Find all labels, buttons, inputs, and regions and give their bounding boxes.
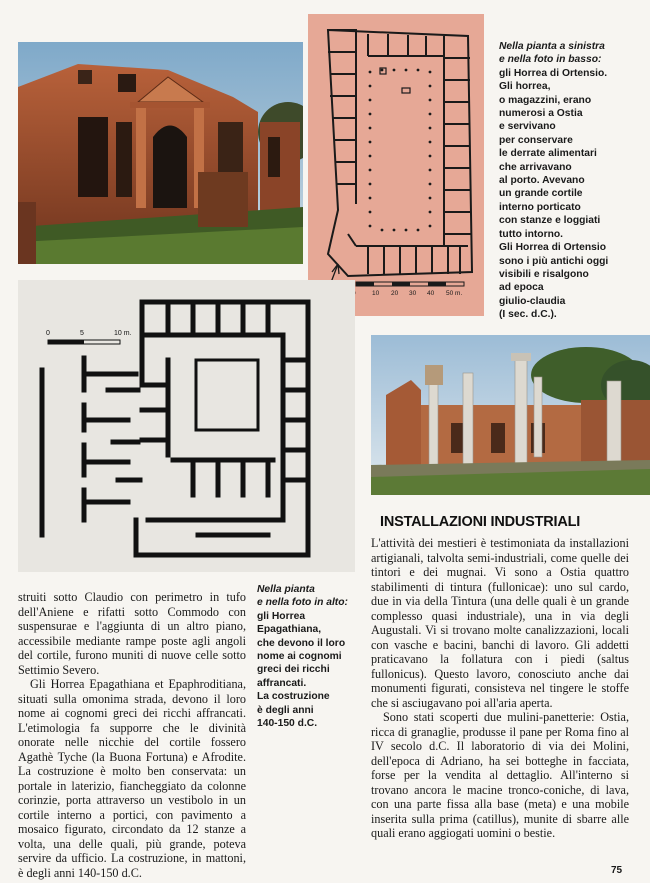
caption-line: le derrate alimentari bbox=[499, 148, 597, 160]
caption-line: un grande cortile bbox=[499, 188, 583, 200]
caption-horrea-ortensio bbox=[499, 40, 639, 322]
caption-line: con stanze e loggiati bbox=[499, 215, 601, 227]
caption-line: o magazzini, erano bbox=[499, 94, 592, 106]
caption-lead-line: Nella pianta a sinistra bbox=[499, 41, 605, 52]
caption-line: che arrivavano bbox=[499, 161, 572, 173]
paragraph: Gli Horrea Epagathiana et Epaphroditiana, situati sulla omonima strada, devono il loro nome ai cognomi greci dei ricchi affrancati. L'etimologia fa supporre che le divinità onorate nelle nicchie del cortile fossero Agathè Tyche (la Buona Fortuna) e Afrodite. La costruzione è molto ben conservata: un portale in laterizio, fiancheggiato da colonne corinzie, porta attraverso un vestibolo in un cortile interno a portici, con pavimento a mosaico figurato, circondato da 12 stanze a volta, una delle quali, più grande, poteva servire da ufficio. La costruzione, in mattoni, è degli anni 140-150 d.C. bbox=[18, 677, 246, 880]
caption-line: visibili e risalgono bbox=[499, 268, 589, 280]
page-number: 75 bbox=[611, 865, 623, 876]
caption-line: sono i più antichi oggi bbox=[499, 255, 609, 267]
scale-tick: 20 bbox=[391, 290, 399, 297]
scale-tick: 5 bbox=[80, 330, 84, 337]
paragraph: Sono stati scoperti due mulini-panetterie: Ostia, ricca di granaglie, produsse il pane per Roma fino al IV secolo d.C. Il laboratorio di via dei Molini, dell'epoca di Adriano, ha sei botteghe in facciata, forse per la vendita al dettaglio. All'interno si trovano ancora le macine tronco-coniche, di lava, con una parte fissa alla base (meta) e una mobile inserita sulla prima (catillus), munite di sbarre alle quali erano aggiogati uomini o bestie. bbox=[371, 710, 629, 840]
caption-line: La costruzione bbox=[257, 691, 330, 703]
left-text-column bbox=[18, 590, 246, 880]
scale-tick: 0 bbox=[46, 330, 50, 337]
caption-line: 140-150 d.C. bbox=[257, 718, 318, 730]
scale-tick: 40 bbox=[427, 290, 435, 297]
caption-line: per conservare bbox=[499, 134, 573, 146]
caption-line: ad epoca bbox=[499, 282, 544, 294]
caption-line: Epagathiana, bbox=[257, 624, 322, 636]
caption-line: gli Horrea di Ortensio. bbox=[499, 67, 608, 79]
caption-line: è degli anni bbox=[257, 704, 314, 716]
scale-bar-ortensio bbox=[356, 282, 464, 286]
caption-line: (I sec. d.C.). bbox=[499, 309, 557, 321]
right-text-column bbox=[371, 536, 629, 841]
caption-line: giulio-claudia bbox=[499, 295, 566, 307]
scale-tick: 10 m. bbox=[114, 330, 132, 337]
caption-line: Gli Horrea di Ortensio bbox=[499, 242, 606, 254]
caption-lead-line: Nella pianta bbox=[257, 584, 315, 595]
plan-horrea-epagathiana bbox=[18, 280, 355, 572]
caption-line: gli Horrea bbox=[257, 610, 306, 622]
paragraph: L'attività dei mestieri è testimoniata da installazioni artigianali, talvolta semi-industriali, come quelle dei tintori e dei mugnai. Vi sono a Ostia quattro stabilimenti di tintura (fullonicae): uno sul cardo, due in via della Tintura (una delle quali è un grande complesso quasi industriale), una in via degli Augustali. Vi si trovano molte canalizzazioni, locali con vasche e bacini, banchi di lavoro. Gli addetti praticavano la follatura con i piedi (saltus fullonicus). Questo lavoro, conosciuto anche dai monumenti figurati, consisteva nel tingere le stoffe che si asciugavano poi all'aria aperta. bbox=[371, 536, 629, 710]
caption-line: affrancati. bbox=[257, 677, 307, 689]
scale-tick: 10 bbox=[372, 290, 380, 297]
caption-line: che devono il loro bbox=[257, 637, 346, 649]
caption-line: nome ai cognomi bbox=[257, 651, 342, 663]
caption-lead-line: e nella foto in alto: bbox=[257, 597, 348, 609]
caption-line: al porto. Avevano bbox=[499, 175, 585, 187]
paragraph: struiti sotto Claudio con perimetro in tufo dell'Aniene e rifatti sotto Commodo con suspensurae e l'aggiunta di un altro piano, accessibile mediante rampe poste agli angoli del cortile, furono muniti di nuove celle sotto Settimio Severo. bbox=[18, 590, 246, 677]
scale-bar-epagathiana bbox=[48, 340, 120, 344]
photo-horrea-epagathiana bbox=[18, 42, 303, 264]
caption-line: greci dei ricchi bbox=[257, 664, 330, 676]
section-heading: INSTALLAZIONI INDUSTRIALI bbox=[380, 514, 581, 530]
caption-lead-line: e nella foto in basso: bbox=[499, 54, 602, 66]
scale-tick: 50 m. bbox=[446, 290, 463, 297]
caption-line: interno porticato bbox=[499, 201, 581, 213]
caption-horrea-epagathiana bbox=[257, 583, 357, 730]
caption-line: Gli horrea, bbox=[499, 81, 551, 93]
photo-horrea-ortensio bbox=[371, 335, 650, 495]
plan-horrea-ortensio bbox=[308, 14, 484, 316]
caption-line: e servivano bbox=[499, 121, 556, 133]
caption-line: tutto intorno. bbox=[499, 228, 564, 240]
caption-line: numerosi a Ostia bbox=[499, 108, 583, 120]
scale-tick: 30 bbox=[409, 290, 417, 297]
